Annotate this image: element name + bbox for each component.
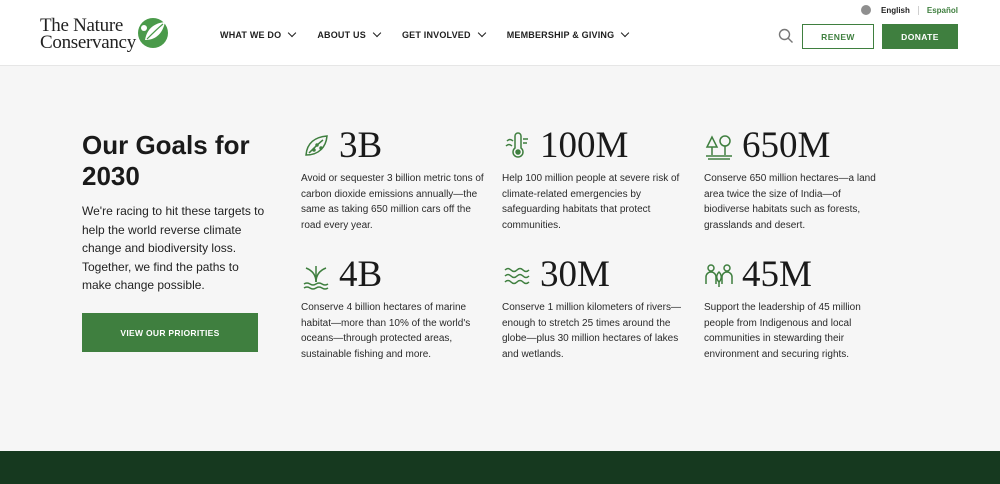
goal-description: Conserve 650 million hectares—a land area twice the size of India—of biodiverse habitats such as forests, grasslands and desert. <box>704 173 876 231</box>
globe-icon <box>861 5 871 15</box>
people-icon <box>704 260 734 290</box>
nav-label: MEMBERSHIP & GIVING <box>506 30 615 40</box>
trees-icon <box>704 131 734 161</box>
lang-english-link[interactable]: English <box>881 6 919 15</box>
goal-card <box>704 125 889 233</box>
goal-number: 30M <box>540 254 610 295</box>
goal-description: Conserve 4 billion hectares of marine habitat—more than 10% of the world's oceans—through protected areas, sustainable fishing and more. <box>301 302 471 360</box>
site-header <box>0 0 1000 66</box>
intro-text: We're racing to hit these targets to help the world reverse climate change and biodiversity loss. Together, we find the paths to make change possible. <box>82 204 265 292</box>
language-switcher <box>861 5 958 15</box>
logo-line-1: The Nature <box>40 15 123 36</box>
page-title: Our Goals for 2030 <box>82 130 250 191</box>
lang-spanish-link[interactable]: Español <box>926 5 958 15</box>
nav-what-we-do[interactable] <box>220 30 295 40</box>
chevron-down-icon <box>477 29 485 37</box>
goal-number: 45M <box>742 254 812 295</box>
nav-get-involved[interactable] <box>402 30 485 40</box>
goal-card <box>301 125 486 233</box>
chevron-down-icon <box>621 29 629 37</box>
nav-membership-giving[interactable] <box>507 30 629 40</box>
nav-label: GET INVOLVED <box>401 30 471 40</box>
main-nav <box>220 30 650 40</box>
goal-card <box>502 254 687 362</box>
goal-card <box>301 254 486 362</box>
nav-about-us[interactable] <box>317 30 380 40</box>
logo-line-2: Conservancy <box>40 32 136 53</box>
leaf-globe-logo-icon <box>135 14 171 50</box>
goal-description: Help 100 million people at severe risk of climate-related emergencies by safeguarding habitats that protect communities. <box>502 173 680 231</box>
goal-number: 100M <box>540 125 629 166</box>
goal-number: 4B <box>339 254 383 295</box>
nav-label: ABOUT US <box>317 30 366 40</box>
search-icon[interactable] <box>778 28 794 44</box>
view-priorities-button[interactable]: VIEW OUR PRIORITIES <box>82 313 258 352</box>
leaf-icon <box>301 131 331 161</box>
renew-button[interactable]: RENEW <box>802 24 874 49</box>
goal-card <box>502 125 687 233</box>
chevron-down-icon <box>373 29 381 37</box>
goal-number: 650M <box>742 125 831 166</box>
thermometer-icon <box>502 131 532 161</box>
water-waves-icon <box>502 260 532 290</box>
logo-wordmark <box>40 17 136 51</box>
goal-description: Conserve 1 million kilometers of rivers—enough to stretch 25 times around the globe—plus 30 million hectares of lakes and wetlands. <box>502 302 681 360</box>
goal-number: 3B <box>339 125 383 166</box>
goal-card <box>704 254 889 362</box>
marine-plant-icon <box>301 260 331 290</box>
footer-band <box>0 451 1000 484</box>
chevron-down-icon <box>288 29 296 37</box>
donate-button[interactable]: DONATE <box>882 24 958 49</box>
goal-description: Support the leadership of 45 million people from Indigenous and local communities in stewarding their environment and securing rights. <box>704 302 861 360</box>
goal-description: Avoid or sequester 3 billion metric tons of carbon dioxide emissions annually—the same as taking 650 million cars off the road every year. <box>301 173 484 231</box>
nav-label: WHAT WE DO <box>220 30 282 40</box>
site-logo[interactable] <box>40 14 175 54</box>
